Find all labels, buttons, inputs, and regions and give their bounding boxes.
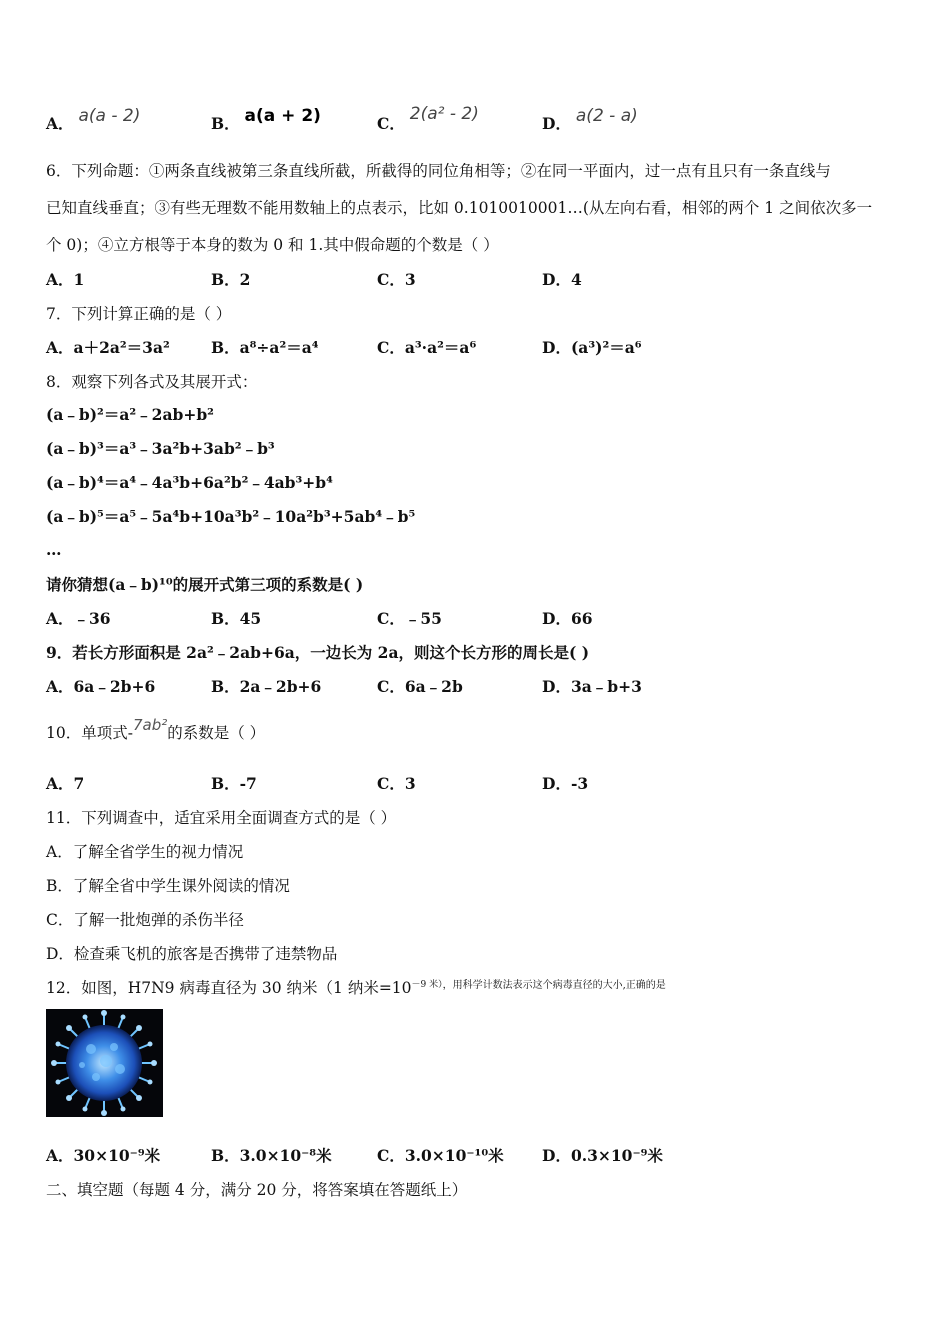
q7-option-d: D．(a³)²＝a⁶	[542, 338, 642, 357]
q10-monomial: 7ab²	[132, 716, 168, 734]
q8-stem: 8．观察下列各式及其展开式：	[46, 373, 258, 391]
q9-option-d: D．3a﹣b+3	[542, 677, 642, 696]
q10-stem	[46, 716, 266, 743]
q12-option-b: B．3.0×10⁻⁸米	[211, 1146, 332, 1165]
q8-ellipsis: …	[46, 540, 62, 559]
q12-stem-small: ，用科学计数法表示这个病毒直径的大小,正确的是	[442, 980, 666, 991]
q11-option-d: D．检查乘飞机的旅客是否携带了违禁物品	[46, 945, 338, 963]
q8-equation-4: (a﹣b)⁵＝a⁵﹣5a⁴b+10a³b²﹣10a²b³+5ab⁴﹣b⁵	[46, 507, 416, 526]
q6-option-a: A．1	[46, 270, 85, 289]
section-2-title: 二、填空题（每题 4 分，满分 20 分，将答案填在答题纸上）	[46, 1181, 468, 1199]
q8-equation-3: (a﹣b)⁴＝a⁴﹣4a³b+6a²b²﹣4ab³+b⁴	[46, 473, 333, 492]
q12-option-a: A．30×10⁻⁹米	[46, 1146, 161, 1165]
q8-option-b: B．45	[211, 609, 262, 628]
option-label: A．	[46, 114, 74, 133]
q8-equation-2: (a﹣b)³＝a³﹣3a²b+3ab²﹣b³	[46, 439, 275, 458]
q10-option-b: B．-7	[211, 774, 257, 793]
option-label: B．	[211, 114, 240, 133]
q11-stem: 11．下列调查中，适宜采用全面调查方式的是（ ）	[46, 809, 397, 827]
q7-option-b: B．a⁸÷a²＝a⁴	[211, 338, 319, 357]
q7-option-a: A．a＋2a²＝3a²	[46, 338, 170, 357]
q5-option-d-expr: a(2 - a)	[575, 106, 638, 126]
q6-stem-line-2: 已知直线垂直；③有些无理数不能用数轴上的点表示，比如 0.1010010001…(从左向右看，相邻的两个 1 之间依次多一	[46, 199, 873, 217]
q5-option-b	[211, 106, 321, 134]
q12-stem-exponent: －9 米）	[411, 980, 443, 990]
q9-stem: 9．若长方形面积是 2a²﹣2ab+6a，一边长为 2a，则这个长方形的周长是( )	[46, 643, 590, 662]
q10-option-d: D．-3	[542, 774, 589, 793]
q5-option-c	[377, 104, 479, 134]
q5-option-b-expr: a(a + 2)	[244, 106, 321, 126]
q8-option-c: C．﹣55	[377, 609, 442, 628]
q11-option-c: C．了解一批炮弹的杀伤半径	[46, 911, 244, 929]
q6-option-d: D．4	[542, 270, 582, 289]
q8-option-a: A．﹣36	[46, 609, 111, 628]
q6-stem-line-3: 个 0)；④立方根等于本身的数为 0 和 1.其中假命题的个数是（ ）	[46, 236, 499, 254]
q5-option-c-expr: 2(a² - 2)	[409, 104, 479, 124]
virus-illustration	[46, 1009, 163, 1117]
q6-option-b: B．2	[211, 270, 251, 289]
q9-option-c: C．6a﹣2b	[377, 677, 463, 696]
q8-option-d: D．66	[542, 609, 593, 628]
q5-option-d	[542, 106, 638, 134]
q8-equation-1: (a﹣b)²＝a²﹣2ab+b²	[46, 405, 214, 424]
q12-option-c: C．3.0×10⁻¹⁰米	[377, 1146, 504, 1165]
q11-option-a: A．了解全省学生的视力情况	[46, 843, 244, 861]
q7-stem: 7．下列计算正确的是（ ）	[46, 305, 232, 323]
q7-option-c: C．a³·a²＝a⁶	[377, 338, 477, 357]
q8-question: 请你猜想(a﹣b)¹⁰的展开式第三项的系数是( )	[46, 575, 364, 594]
q10-option-a: A．7	[46, 774, 85, 793]
q12-stem	[46, 978, 666, 1001]
q12-option-d: D．0.3×10⁻⁹米	[542, 1146, 663, 1165]
q10-stem-pre: 10．单项式-	[46, 724, 133, 742]
q9-option-a: A．6a﹣2b+6	[46, 677, 156, 696]
q10-stem-post: 的系数是（ ）	[167, 724, 266, 742]
virus-image	[46, 1009, 163, 1117]
q6-stem-line-1: 6．下列命题：①两条直线被第三条直线所截，所截得的同位角相等；②在同一平面内，过一点有且只有一条直线与	[46, 162, 831, 180]
q9-option-b: B．2a﹣2b+6	[211, 677, 322, 696]
q12-stem-main: 12．如图，H7N9 病毒直径为 30 纳米（1 纳米=10	[46, 979, 412, 997]
q5-option-a	[46, 106, 141, 134]
q10-option-c: C．3	[377, 774, 416, 793]
q5-option-a-expr: a(a - 2)	[78, 106, 141, 126]
q6-option-c: C．3	[377, 270, 416, 289]
option-label: D．	[542, 114, 571, 133]
q11-option-b: B．了解全省中学生课外阅读的情况	[46, 877, 290, 895]
option-label: C．	[377, 114, 405, 133]
